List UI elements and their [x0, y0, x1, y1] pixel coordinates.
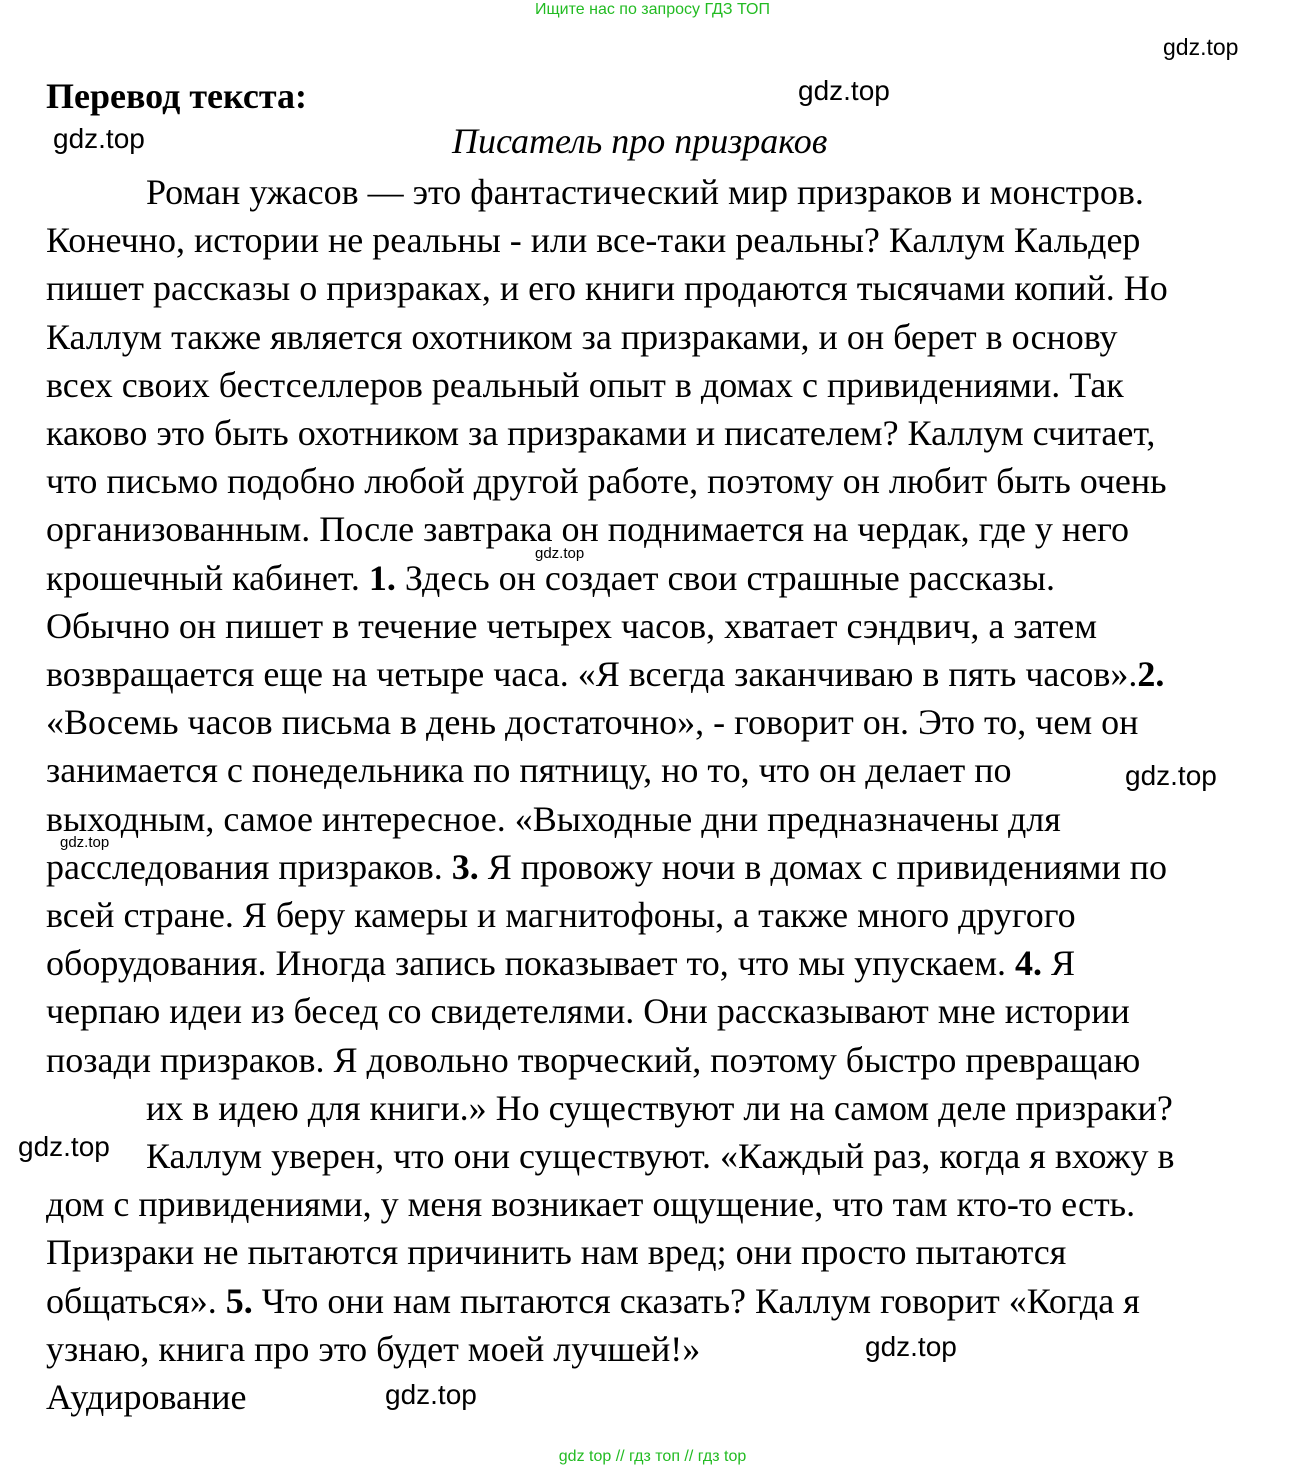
- text-fragment: оборудования. Иногда запись показывает то, что мы упускаем.: [46, 943, 1015, 984]
- translation-text: [46, 168, 1276, 1421]
- text-line: занимается с понедельника по пятницу, но то, что он делает по: [46, 750, 1012, 791]
- text-title: Писатель про призраков: [452, 121, 828, 161]
- text-line: каково это быть охотником за призраками и писателем? Каллум считает,: [46, 413, 1156, 454]
- gap-number: 3.: [451, 846, 479, 887]
- footer-links[interactable]: gdz top // гдз топ // гдз top: [558, 1448, 747, 1465]
- gap-number: 2.: [1137, 654, 1165, 695]
- text-line: [46, 1277, 1276, 1325]
- text-line: [46, 939, 1276, 987]
- section-heading: Перевод текста:: [46, 76, 307, 116]
- text-fragment: крошечный кабинет.: [46, 557, 369, 598]
- text-line: их в идею для книги.» Но существуют ли на самом деле призраки?: [146, 1087, 1173, 1128]
- text-fragment: общаться».: [46, 1280, 226, 1321]
- text-fragment: возвращается еще на четыре часа. «Я всегда заканчиваю в пять часов».: [46, 654, 1138, 695]
- text-line: всей стране. Я беру камеры и магнитофоны, а также много другого: [46, 895, 1076, 936]
- text-fragment: Здесь он создает свои страшные рассказы.: [395, 557, 1055, 598]
- watermark: gdz.top: [798, 75, 890, 106]
- text-line: Призраки не пытаются причинить нам вред; они просто пытаются: [46, 1232, 1067, 1273]
- text-line: позади призраков. Я довольно творческий, поэтому быстро превращаю: [46, 1039, 1141, 1080]
- text-line: узнаю, книга про это будет моей лучшей!»: [46, 1328, 701, 1369]
- text-line: пишет рассказы о призраках, и его книги продаются тысячами копий. Но: [46, 268, 1168, 309]
- gap-number: 1.: [368, 557, 396, 598]
- gap-number: 5.: [225, 1280, 253, 1321]
- text-line: выходным, самое интересное. «Выходные дни предназначены для: [46, 798, 1061, 839]
- text-line: [46, 650, 1276, 698]
- watermark: gdz.top: [18, 1131, 110, 1162]
- text-fragment: Я: [1042, 943, 1076, 984]
- watermark: gdz.top: [385, 1379, 477, 1410]
- watermark: gdz.top: [1163, 34, 1239, 60]
- text-line: Каллум уверен, что они существуют. «Каждый раз, когда я вхожу в: [146, 1136, 1175, 1177]
- text-line: «Восемь часов письма в день достаточно», - говорит он. Это то, чем он: [46, 702, 1139, 743]
- text-line: [46, 843, 1276, 891]
- text-line: Обычно он пишет в течение четырех часов, хватает сэндвич, а затем: [46, 605, 1098, 646]
- text-fragment: расследования призраков.: [46, 846, 452, 887]
- gap-number: 4.: [1015, 943, 1042, 984]
- text-line: черпаю идеи из бесед со свидетелями. Они рассказывают мне истории: [46, 991, 1130, 1032]
- watermark: gdz.top: [535, 545, 585, 562]
- text-line: всех своих бестселлеров реальный опыт в домах с привидениями. Так: [46, 364, 1124, 405]
- text-fragment: Я провожу ночи в домах с привидениями по: [478, 846, 1168, 887]
- watermark: gdz.top: [865, 1331, 957, 1362]
- text-line: дом с привидениями, у меня возникает ощущение, что там кто-то есть.: [46, 1184, 1136, 1225]
- next-section-label: Аудирование: [46, 1377, 247, 1418]
- text-fragment: Что они нам пытаются сказать? Каллум говорит «Когда я: [252, 1280, 1140, 1321]
- text-line: Каллум также является охотником за призраками, и он берет в основу: [46, 316, 1118, 357]
- text-line: организованным. После завтрака он поднимается на чердак, где у него: [46, 509, 1130, 550]
- watermark: gdz.top: [53, 123, 145, 154]
- text-line: [46, 554, 1276, 602]
- watermark: gdz.top: [60, 834, 110, 851]
- text-line: Роман ужасов — это фантастический мир призраков и монстров.: [146, 172, 1144, 212]
- text-line: что письмо подобно любой другой работе, поэтому он любит быть очень: [46, 461, 1167, 502]
- top-banner[interactable]: Ищите нас по запросу ГДЗ ТОП: [535, 1, 770, 18]
- watermark: gdz.top: [1125, 760, 1217, 791]
- text-line: Конечно, истории не реальны - или все-таки реальны? Каллум Кальдер: [46, 220, 1141, 261]
